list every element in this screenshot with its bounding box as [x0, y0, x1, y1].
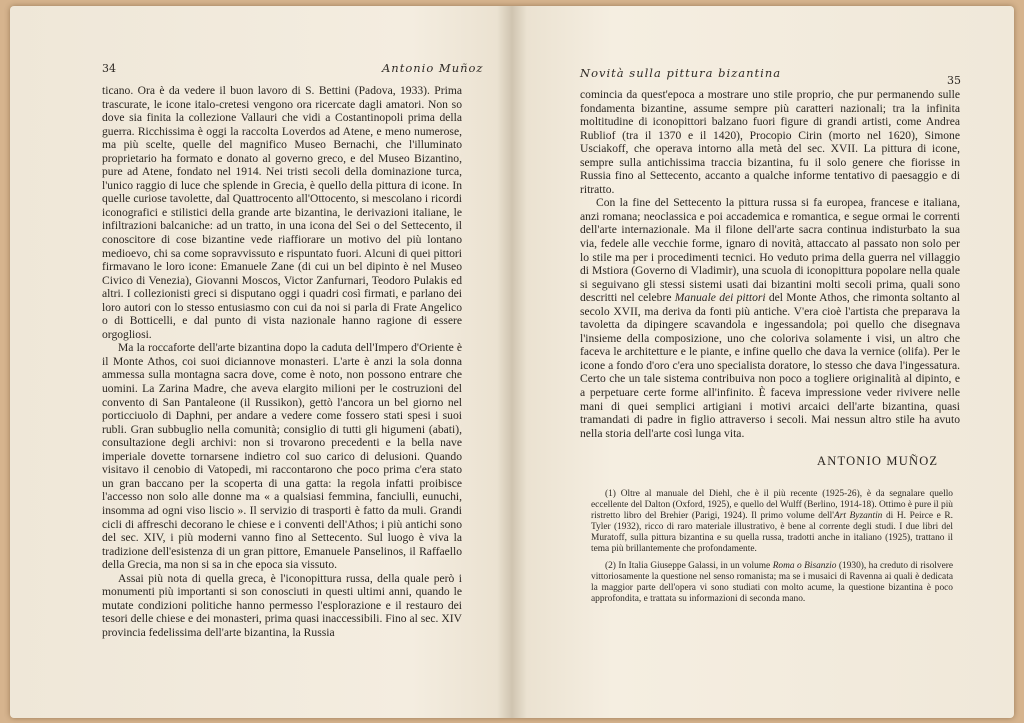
running-head: Antonio Muñoz	[382, 61, 484, 75]
right-body-text	[580, 88, 960, 440]
author-signature: ANTONIO MUÑOZ	[817, 454, 939, 468]
book-title: Manuale dei pittori	[674, 291, 766, 305]
paragraph: comincia da quest'epoca a mostrare uno stile proprio, che pur permanendo sulle fondamenta bizantine, assume sempre più caratteri nazionali; tra la infinita moltitudine di iconopittori balzano fuori figure di grandi artisti, come Andrea Rubliof (tra il 1370 e il 1420), Procopio Cirin (morto nel 1620), Simone Usciakoff, che operava intorno alla metà del sec. XVII. La pittura di icone, sempre sulla antichissima traccia bizantina, fu il solo genere che fiorisse in Russia fino al Settecento, accanto a qualche informe tentativo di paesaggio e di ritratto.	[580, 88, 960, 196]
footnote: (1) Oltre al manuale del Diehl, che è il più recente (1925-26), è da segnalare quello eccellente del Dalton (Oxford, 1925), e quello del Wulff (Berlino, 1914-18). Ottimo è pure il più ristretto libro del Brehier (Parigi, 1924). Il primo volume dell'Art Byzantin di H. Peirce e R. Tyler (1932), ricco di raro materiale illustrativo, è bene al corrente degli studi. I due libri del Muratoff, sulla pittura bizantina e su quella russa, tradotti anche in italiano (1925), trattano il tema più brillantemente che profondamente.	[591, 489, 954, 555]
page-number: 35	[947, 74, 961, 87]
footnote: (2) In Italia Giuseppe Galassi, in un volume Roma o Bisanzio (1930), ha creduto di risolvere vittoriosamente la questione nel senso romanista; ma se i musaici di Ravenna ai quali è dedicata la maggior parte dell'opera vi sono studiati con molto acume, la questione bizantina è poco approfondita, e trattata su informazioni di seconda mano.	[591, 560, 954, 604]
right-page	[515, 6, 1014, 718]
paragraph: Assai più nota di quella greca, è l'iconopittura russa, della quale però i monumenti più importanti si son conosciuti in questi ultimi anni, quando le mutate condizioni politiche hanno permesso l'esplorazione e il restauro dei tesori delle chiese e dei monasteri, prima quasi inaccessibili. Fino al sec. XIV provincia fedelissima dell'arte bizantina, la Russia	[102, 571, 462, 639]
paragraph: Con la fine del Settecento la pittura russa si fa europea, francese e italiana, anzi romana; neoclassica e poi accademica e romantica, e segue ormai le correnti dell'arte internazionale. Ma il filone dell'arte sacra continua indisturbato la sua via, fedele alle vecchie forme, ignaro di novità, attaccato al passato non solo per lo stile ma per i procedimenti tecnici. Ho veduto prima della guerra nel villaggio di Mstiora (Governo di Vladimir), una scuola di iconopittura popolare nella quale si seguivano gli stessi sistemi usati dai bizantini molti secoli prima, quali sono descritti nel celebre Manuale dei pittori del Monte Athos, che rimonta soltanto al secolo XVII, ma deriva da fonti più antiche. V'era cioè l'artista che preparava la tavoletta da dipingere scavandola e ingessandola; poi quello che disegnava l'insieme della composizione, uno che coloriva solamente i visi, un altro che faceva le architetture e le piante, e infine quello che dava la vernice (olifa). Per le icone a fondo d'oro c'era uno specialista doratore, lo stesso che dava l'ingessatura. Certo che un tale sistema contribuiva non poco a togliere originalità al dipinto, e a perpetuare certe forme all'infinito. È faceva impressione veder rivivere nelle mani di quei semplici artigiani i motivi arcaici dell'arte bizantina, quasi tramandati di padre in figlio attraverso i secoli. Mai nessun altro stile ha avuto nella storia dell'arte così lunga vita.	[580, 196, 960, 440]
page-number: 34	[102, 62, 116, 75]
left-page	[10, 6, 510, 718]
book-spread	[10, 6, 1014, 718]
left-body-text	[102, 84, 462, 639]
footnotes	[591, 489, 953, 610]
paragraph: Ma la roccaforte dell'arte bizantina dopo la caduta dell'Impero d'Oriente è il Monte Athos, coi suoi diciannove monasteri. L'arte è anzi la sola donna ammessa sulla montagna sacra dove, come è noto, non possono entrare che uomini. La Zarina Madre, che aveva elargito milioni per le costruzioni del convento di San Pantaleone (il Russikon), gettò l'ancora un bel giorno nel porticciuolo di Daphni, per andare a vedere come fossero stati spesi i suoi rubli. Gran subbuglio nella comunità; consiglio di tutti gli higumeni (abati), consultazione degli archivi: non si trovarono precedenti e la bella nave imperiale dovette tornarsene indietro col suo carico di delusioni. Quando visitavo il cenobio di Vatopedi, mi raccontarono che poco prima c'era stato un gran baccano per la scoperta di una gatta: la regola infatti proibisce l'accesso non solo alle donne ma « a qualsiasi femmina, fanciulli, eunuchi, insomma ad ogni viso liscio ». Il servizio di trasporti è fatto da muli. Grandi cicli di affreschi decorano le chiese e i conventi dell'Athos; i più antichi sono del sec. XIV, i più moderni vanno fino al Settecento. Sul luogo è viva la tradizione dell'esistenza di un gran pittore, Emanuele Panselinos, il Raffaello della Grecia, ma non si sa in che epoca sia vissuto.	[102, 341, 462, 572]
running-head: Novità sulla pittura bizantina	[580, 66, 782, 80]
paragraph: ticano. Ora è da vedere il buon lavoro di S. Bettini (Padova, 1933). Prima trascurate, le icone italo-cretesi vengono ora ricercate dagli amatori. Non so dove sia finita la collezione Vallauri che vidi a Costantinopoli prima della guerra. Ricchissima è oggi la raccolta Loverdos ad Atene, e meno numerose, ma più scelte, quelle del magnifico Museo Bernachi, che l'illuminato proprietario ha formato e donato al governo greco, e del Museo Bizantino, pure ad Atene, fondato nel 1914. Nei tristi secoli della dominazione turca, l'unico raggio di luce che splende in Grecia, è quello della pittura di icone. In quelle curiose tavolette, dal Quattrocento all'Ottocento, si mescolano i ricordi iconografici e stilistici della grande arte bizantina, le derivazioni italiane, le infiltrazioni balcaniche: ad un tratto, in una icona del Sei o del Settecento, il conoscitore di cose bizantine vede riaffiorare un motivo del più lontano medioevo, chi sa come sopravvissuto e rispuntato fuori. Alcuni di quei pittori firmavano le loro icone: Emanuele Zane (di cui un bel dipinto è nel Museo Civico di Venezia), Giovanni Moscos, Victor Zanfurnari, Teodoro Pulakis ed altri. I collezionisti greci si disputano oggi i quadri così firmati, e parlano dei loro autori con lo stesso entusiasmo con cui da noi si parla di Frate Angelico o di Botticelli, e dal punto di vista nazionale hanno ragione di essere orgogliosi.	[102, 84, 462, 341]
